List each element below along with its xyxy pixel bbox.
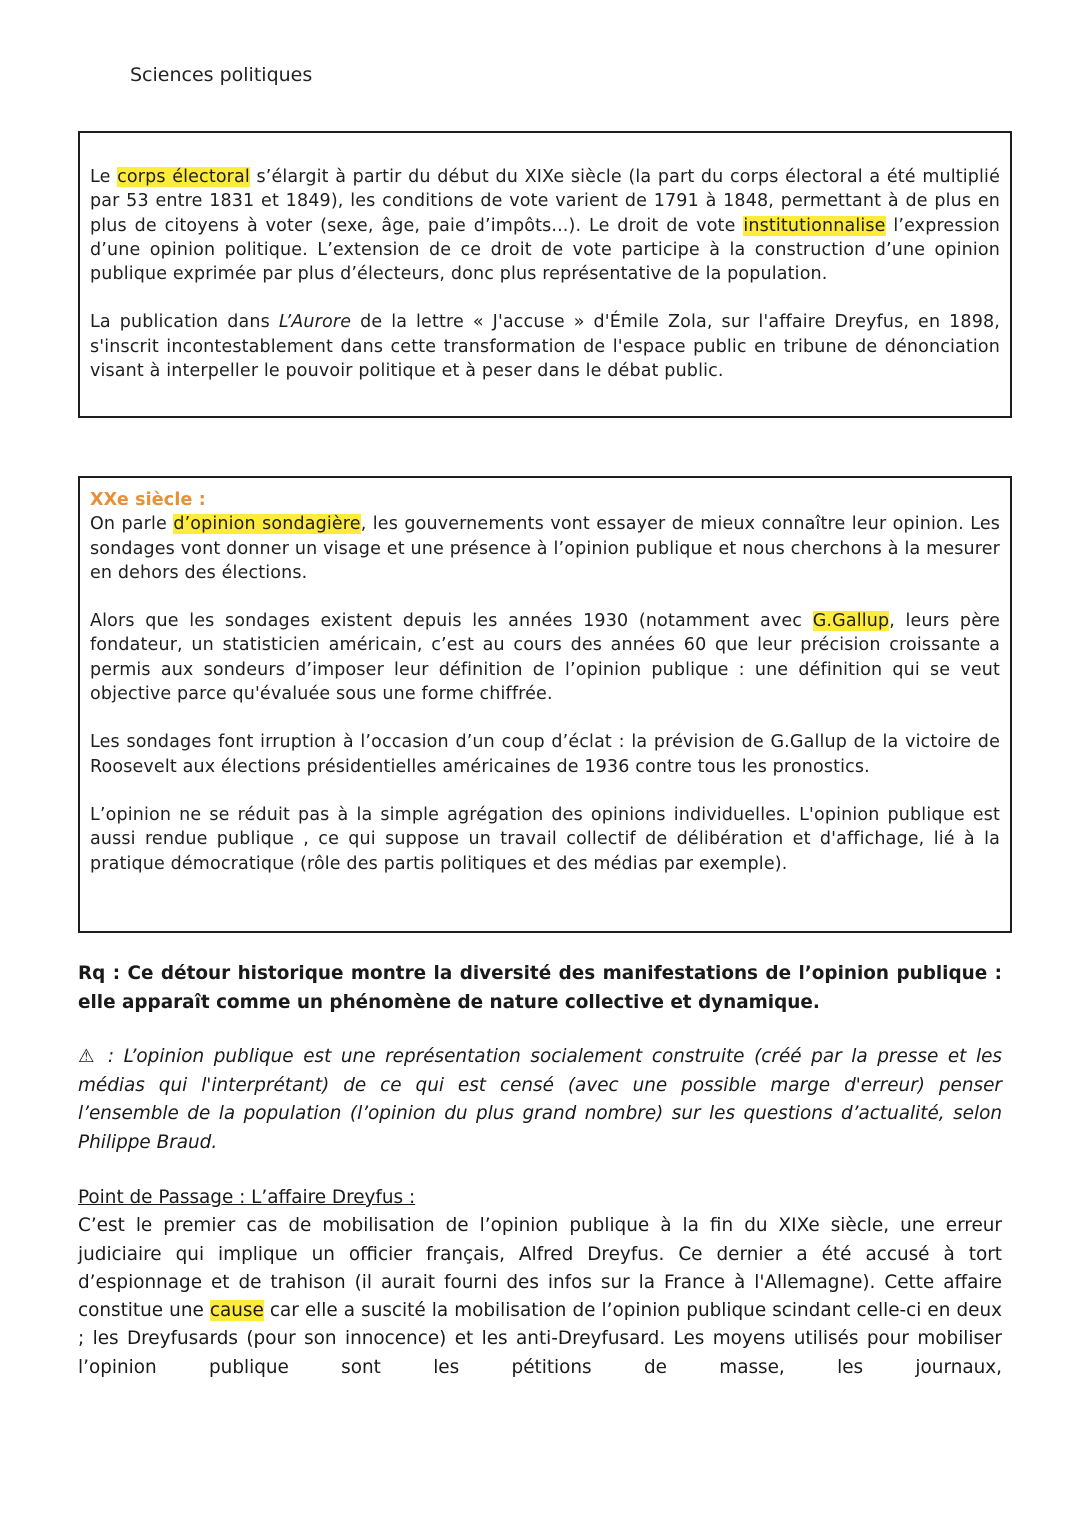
remark-text: Rq : Ce détour historique montre la diversité des manifestations de l’opinion publique : elle apparaît comme un phénomène de nature collective et dynamique. [78,963,1002,1013]
passage-body [78,1212,1002,1382]
paragraph-gallup [90,609,1000,706]
text: l’expression d’une opinion politique. L’extension de ce droit de vote participe à la construction d’une opinion publique exprimée par plus d’électeurs, donc plus représentative de la population. [90,215,1000,285]
text: de la lettre « J'accuse » d'Émile Zola, sur l'affaire Dreyfus, en 1898, s'inscrit incontestablement dans cette transformation de l'espace public en tribune de dénonciation visant à interpeller le pouvoir politique et à peser dans le débat public. [90,312,1000,382]
box-electoral [78,131,1012,418]
text: Alors que les sondages existent depuis les années 1930 (notamment avec [90,611,813,632]
newspaper-title: L’Aurore [278,312,352,333]
text: , leurs père fondateur, un statisticien américain, c’est au cours des années 60 que leur précision croissante a permis aux sondeurs d’imposer leur définition de l’opinion publique : une définition qui se veut objective parce qu'évaluée sous une forme chiffrée. [90,611,1000,705]
warning-definition [78,1043,1002,1157]
definition-text: : L’opinion publique est une représentation socialement construite (créé par la presse et les médias qui l'interprétant) de ce qui est censé (avec une possible marge d'erreur) penser l’ensemble de la population (l’opinion du plus grand nombre) sur les questions d’actualité, selon Philippe Braud. [78,1046,1002,1153]
heading-text: XXe siècle : [90,490,206,510]
point-de-passage [78,1184,1002,1382]
paragraph-sondagiere [90,512,1000,585]
text: Le [90,167,118,187]
paragraph-suffrage [90,165,1000,286]
text: s’élargit à partir du début du XIXe siècle (la part du corps électoral a été multiplié par 53 entre 1831 et 1849), les conditions de vote varient de 1791 à 1848, permettant à de plus en plus de citoyens à voter (sexe, âge, paie d’impôts...). Le droit de vote [90,167,1000,236]
text: On parle [90,514,174,535]
highlight-opinion-sondagiere: d’opinion sondagière [173,514,361,535]
highlight-institutionnalise: institutionnalise [743,215,886,236]
section-heading [90,488,1000,512]
paragraph-agregation: L’opinion ne se réduit pas à la simple agrégation des opinions individuelles. L'opinion publique est aussi rendue publique , ce qui suppose un travail collectif de délibération et d'affichage, lié à la pratique démocratique (rôle des partis politiques et des médias par exemple). [90,804,1000,874]
highlight-corps-electoral: corps électoral [117,167,250,187]
paragraph-jaccuse [90,310,1000,383]
warning-icon: ⚠ [78,1046,99,1067]
page-header: Sciences politiques [130,64,313,86]
text: C’est le premier cas de mobilisation de l’opinion publique à la fin du XIXe siècle, une erreur judiciaire qui implique un officier français, Alfred Dreyfus. Ce dernier a été accusé à tort d’espionnage et de trahison (il aurait fourni des infos sur la France à l'Allemagne). Cette affaire constitue une [78,1215,1002,1322]
highlight-gallup: G.Gallup [812,611,890,632]
text: , les gouvernements vont essayer de mieux connaître leur opinion. Les sondages vont donner un visage et une présence à l’opinion publique et nous cherchons à la mesurer en dehors des élections. [90,514,1000,583]
highlight-cause: cause [209,1300,264,1322]
passage-title: Point de Passage : L’affaire Dreyfus : [78,1187,416,1208]
box-xxe-siecle [78,476,1012,933]
paragraph-roosevelt: Les sondages font irruption à l’occasion d’un coup d’éclat : la prévision de G.Gallup de la victoire de Roosevelt aux élections présidentielles américaines de 1936 contre tous les pronostics. [90,732,1000,777]
text: La publication dans [90,312,279,333]
text: car elle a suscité la mobilisation de l’opinion publique scindant celle-ci en deux ; les Dreyfusards (pour son innocence) et les anti-Dreyfusard. Les moyens utilisés pour mobiliser l’opinion publique sont les pétitions de masse, les journaux, [78,1300,1002,1378]
